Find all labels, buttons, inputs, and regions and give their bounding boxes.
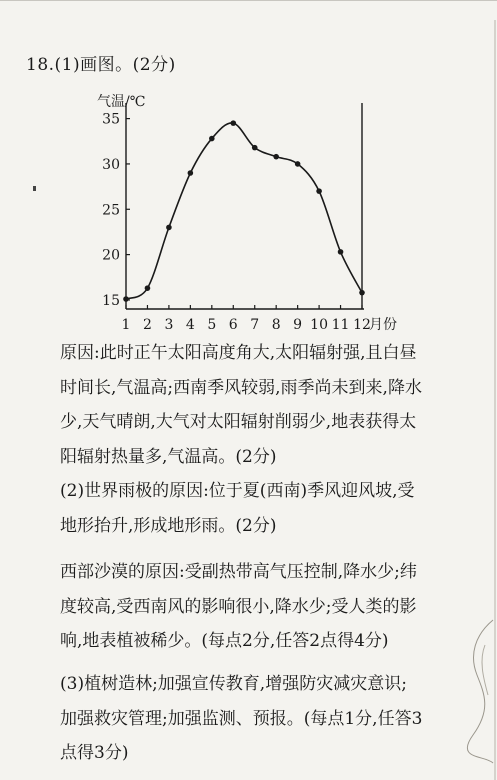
x-tick-label: 9 (293, 317, 303, 333)
x-tick-label: 8 (271, 317, 281, 333)
x-tick-label: 2 (142, 317, 152, 333)
desert-reason-line: 响,地表植被稀少。(每点2分,任答2点得4分) (60, 631, 389, 651)
part2-block (60, 474, 414, 543)
temperature-curve (126, 123, 362, 299)
data-point (166, 225, 172, 231)
chart-axes (126, 103, 364, 309)
data-point (145, 285, 151, 291)
page-top-edge (0, 0, 497, 1)
data-point (359, 290, 365, 296)
reason-part1-block (60, 336, 422, 474)
x-tick-label: 10 (310, 317, 329, 333)
scan-edge-artifact (455, 615, 495, 765)
data-point (295, 161, 301, 167)
x-tick-label: 7 (250, 317, 260, 333)
data-point (209, 136, 215, 142)
y-tick-label: 35 (102, 111, 120, 128)
scan-speck (33, 186, 36, 191)
question-title: 18.(1)画图。(2分) (26, 55, 176, 75)
data-point (123, 296, 129, 302)
data-point (188, 170, 194, 176)
data-point (230, 120, 236, 126)
desert-reason-line: 度较高,受西南风的影响很小,降水少;受人类的影 (60, 596, 417, 617)
y-axis-label: 气温/℃ (97, 94, 146, 110)
x-tick-label: 4 (185, 317, 195, 333)
x-tick-label: 11 (331, 317, 350, 333)
x-tick-label: 6 (228, 317, 238, 333)
x-tick-label: 1 (121, 317, 131, 333)
y-tick-label: 20 (102, 247, 120, 264)
part3-line: (3)植树造林;加强宣传教育,增强防灾减灾意识; (60, 674, 407, 694)
part2-line: (2)世界雨极的原因:位于夏(西南)季风迎风坡,受 (60, 481, 415, 501)
part3-line: 加强救灾管理;加强监测、预报。(每点1分,任答3 (60, 708, 423, 729)
part2-line: 地形抬升,形成地形雨。(2分) (60, 515, 277, 536)
data-point (252, 145, 258, 151)
data-points (123, 120, 365, 301)
data-point (316, 188, 322, 194)
x-tick-label: 3 (164, 317, 174, 333)
x-tick-label: 5 (207, 317, 217, 333)
reason-part1-line: 少,天气晴朗,大气对太阳辐射削弱少,地表获得太 (60, 412, 417, 432)
y-tick-label: 25 (102, 202, 120, 219)
x-axis-label: 月份 (369, 317, 397, 333)
desert-reason-block (60, 555, 417, 659)
reason-part1-line: 原因:此时正午太阳高度角大,太阳辐射强,且白昼 (60, 343, 417, 363)
data-point (273, 154, 279, 160)
reason-part1-line: 阳辐射热量多,气温高。(2分) (60, 446, 277, 467)
x-tick-label: 12 (353, 317, 371, 333)
x-tick-labels (122, 317, 371, 333)
desert-reason-line: 西部沙漠的原因:受副热带高气压控制,降水少;纬 (60, 562, 417, 582)
reason-part1-line: 时间长,气温高;西南季风较弱,雨季尚未到来,降水 (60, 377, 422, 398)
data-point (338, 249, 344, 255)
y-tick-labels (102, 112, 120, 309)
part3-block (60, 667, 422, 771)
y-tick-label: 30 (102, 156, 120, 173)
y-tick-label: 15 (102, 292, 120, 309)
part3-line: 点得3分) (60, 743, 129, 763)
temperature-chart (95, 85, 415, 340)
